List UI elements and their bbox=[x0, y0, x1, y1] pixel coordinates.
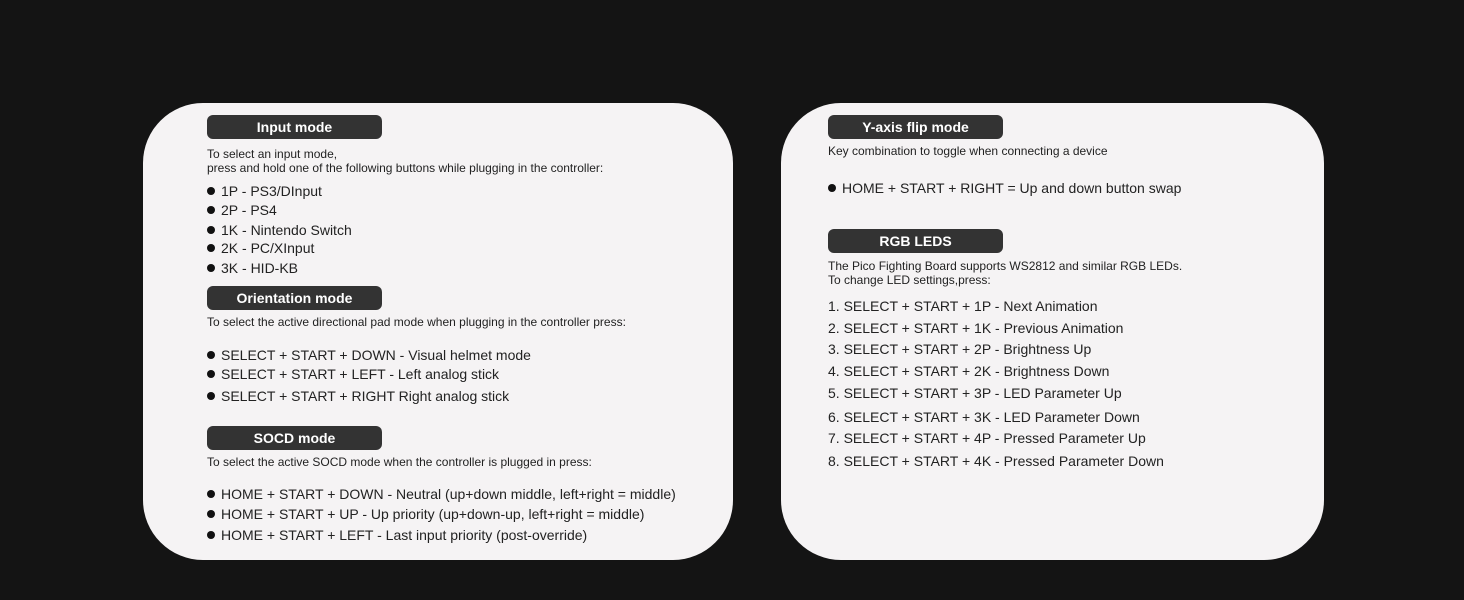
input-mode-desc-line2: press and hold one of the following buttons while plugging in the controller: bbox=[207, 161, 604, 175]
bullet-icon bbox=[207, 244, 215, 252]
bullet-icon bbox=[207, 187, 215, 195]
rgb-leds-desc-line2: To change LED settings,press: bbox=[828, 273, 991, 287]
rgb-leds-item: 1. SELECT + START + 1P - Next Animation bbox=[828, 298, 1098, 314]
socd-mode-desc: To select the active SOCD mode when the controller is plugged in press: bbox=[207, 455, 592, 469]
socd-mode-item: HOME + START + LEFT - Last input priority (post-override) bbox=[207, 527, 587, 543]
bullet-icon bbox=[207, 490, 215, 498]
input-mode-desc-line1: To select an input mode, bbox=[207, 147, 338, 161]
rgb-leds-item: 6. SELECT + START + 3K - LED Parameter Down bbox=[828, 409, 1140, 425]
right-panel bbox=[781, 103, 1324, 560]
socd-mode-item: HOME + START + UP - Up priority (up+down-up, left+right = middle) bbox=[207, 506, 644, 522]
input-mode-item: 1P - PS3/DInput bbox=[207, 183, 322, 199]
rgb-leds-item: 4. SELECT + START + 2K - Brightness Down bbox=[828, 363, 1110, 379]
rgb-leds-item: 8. SELECT + START + 4K - Pressed Parameter Down bbox=[828, 453, 1164, 469]
y-axis-flip-item: HOME + START + RIGHT = Up and down button swap bbox=[828, 180, 1181, 196]
rgb-leds-item: 5. SELECT + START + 3P - LED Parameter Up bbox=[828, 385, 1122, 401]
left-panel bbox=[143, 103, 733, 560]
orientation-mode-desc: To select the active directional pad mode when plugging in the controller press: bbox=[207, 315, 626, 329]
socd-mode-item: HOME + START + DOWN - Neutral (up+down middle, left+right = middle) bbox=[207, 486, 676, 502]
y-axis-flip-title: Y-axis flip mode bbox=[828, 115, 1003, 139]
rgb-leds-item: 2. SELECT + START + 1K - Previous Animation bbox=[828, 320, 1124, 336]
bullet-icon bbox=[207, 351, 215, 359]
orientation-mode-item: SELECT + START + RIGHT Right analog stick bbox=[207, 388, 509, 404]
y-axis-flip-desc: Key combination to toggle when connecting a device bbox=[828, 144, 1108, 158]
input-mode-item: 2K - PC/XInput bbox=[207, 240, 314, 256]
bullet-icon bbox=[207, 531, 215, 539]
input-mode-title: Input mode bbox=[207, 115, 382, 139]
socd-mode-title: SOCD mode bbox=[207, 426, 382, 450]
orientation-mode-title: Orientation mode bbox=[207, 286, 382, 310]
bullet-icon bbox=[207, 370, 215, 378]
input-mode-item: 3K - HID-KB bbox=[207, 260, 298, 276]
rgb-leds-item: 7. SELECT + START + 4P - Pressed Parameter Up bbox=[828, 430, 1146, 446]
bullet-icon bbox=[207, 226, 215, 234]
rgb-leds-title: RGB LEDS bbox=[828, 229, 1003, 253]
bullet-icon bbox=[207, 392, 215, 400]
bullet-icon bbox=[207, 264, 215, 272]
orientation-mode-item: SELECT + START + DOWN - Visual helmet mode bbox=[207, 347, 531, 363]
bullet-icon bbox=[828, 184, 836, 192]
orientation-mode-item: SELECT + START + LEFT - Left analog stick bbox=[207, 366, 499, 382]
rgb-leds-item: 3. SELECT + START + 2P - Brightness Up bbox=[828, 341, 1092, 357]
input-mode-item: 2P - PS4 bbox=[207, 202, 277, 218]
rgb-leds-desc-line1: The Pico Fighting Board supports WS2812 and similar RGB LEDs. bbox=[828, 259, 1183, 273]
bullet-icon bbox=[207, 510, 215, 518]
input-mode-item: 1K - Nintendo Switch bbox=[207, 222, 352, 238]
bullet-icon bbox=[207, 206, 215, 214]
